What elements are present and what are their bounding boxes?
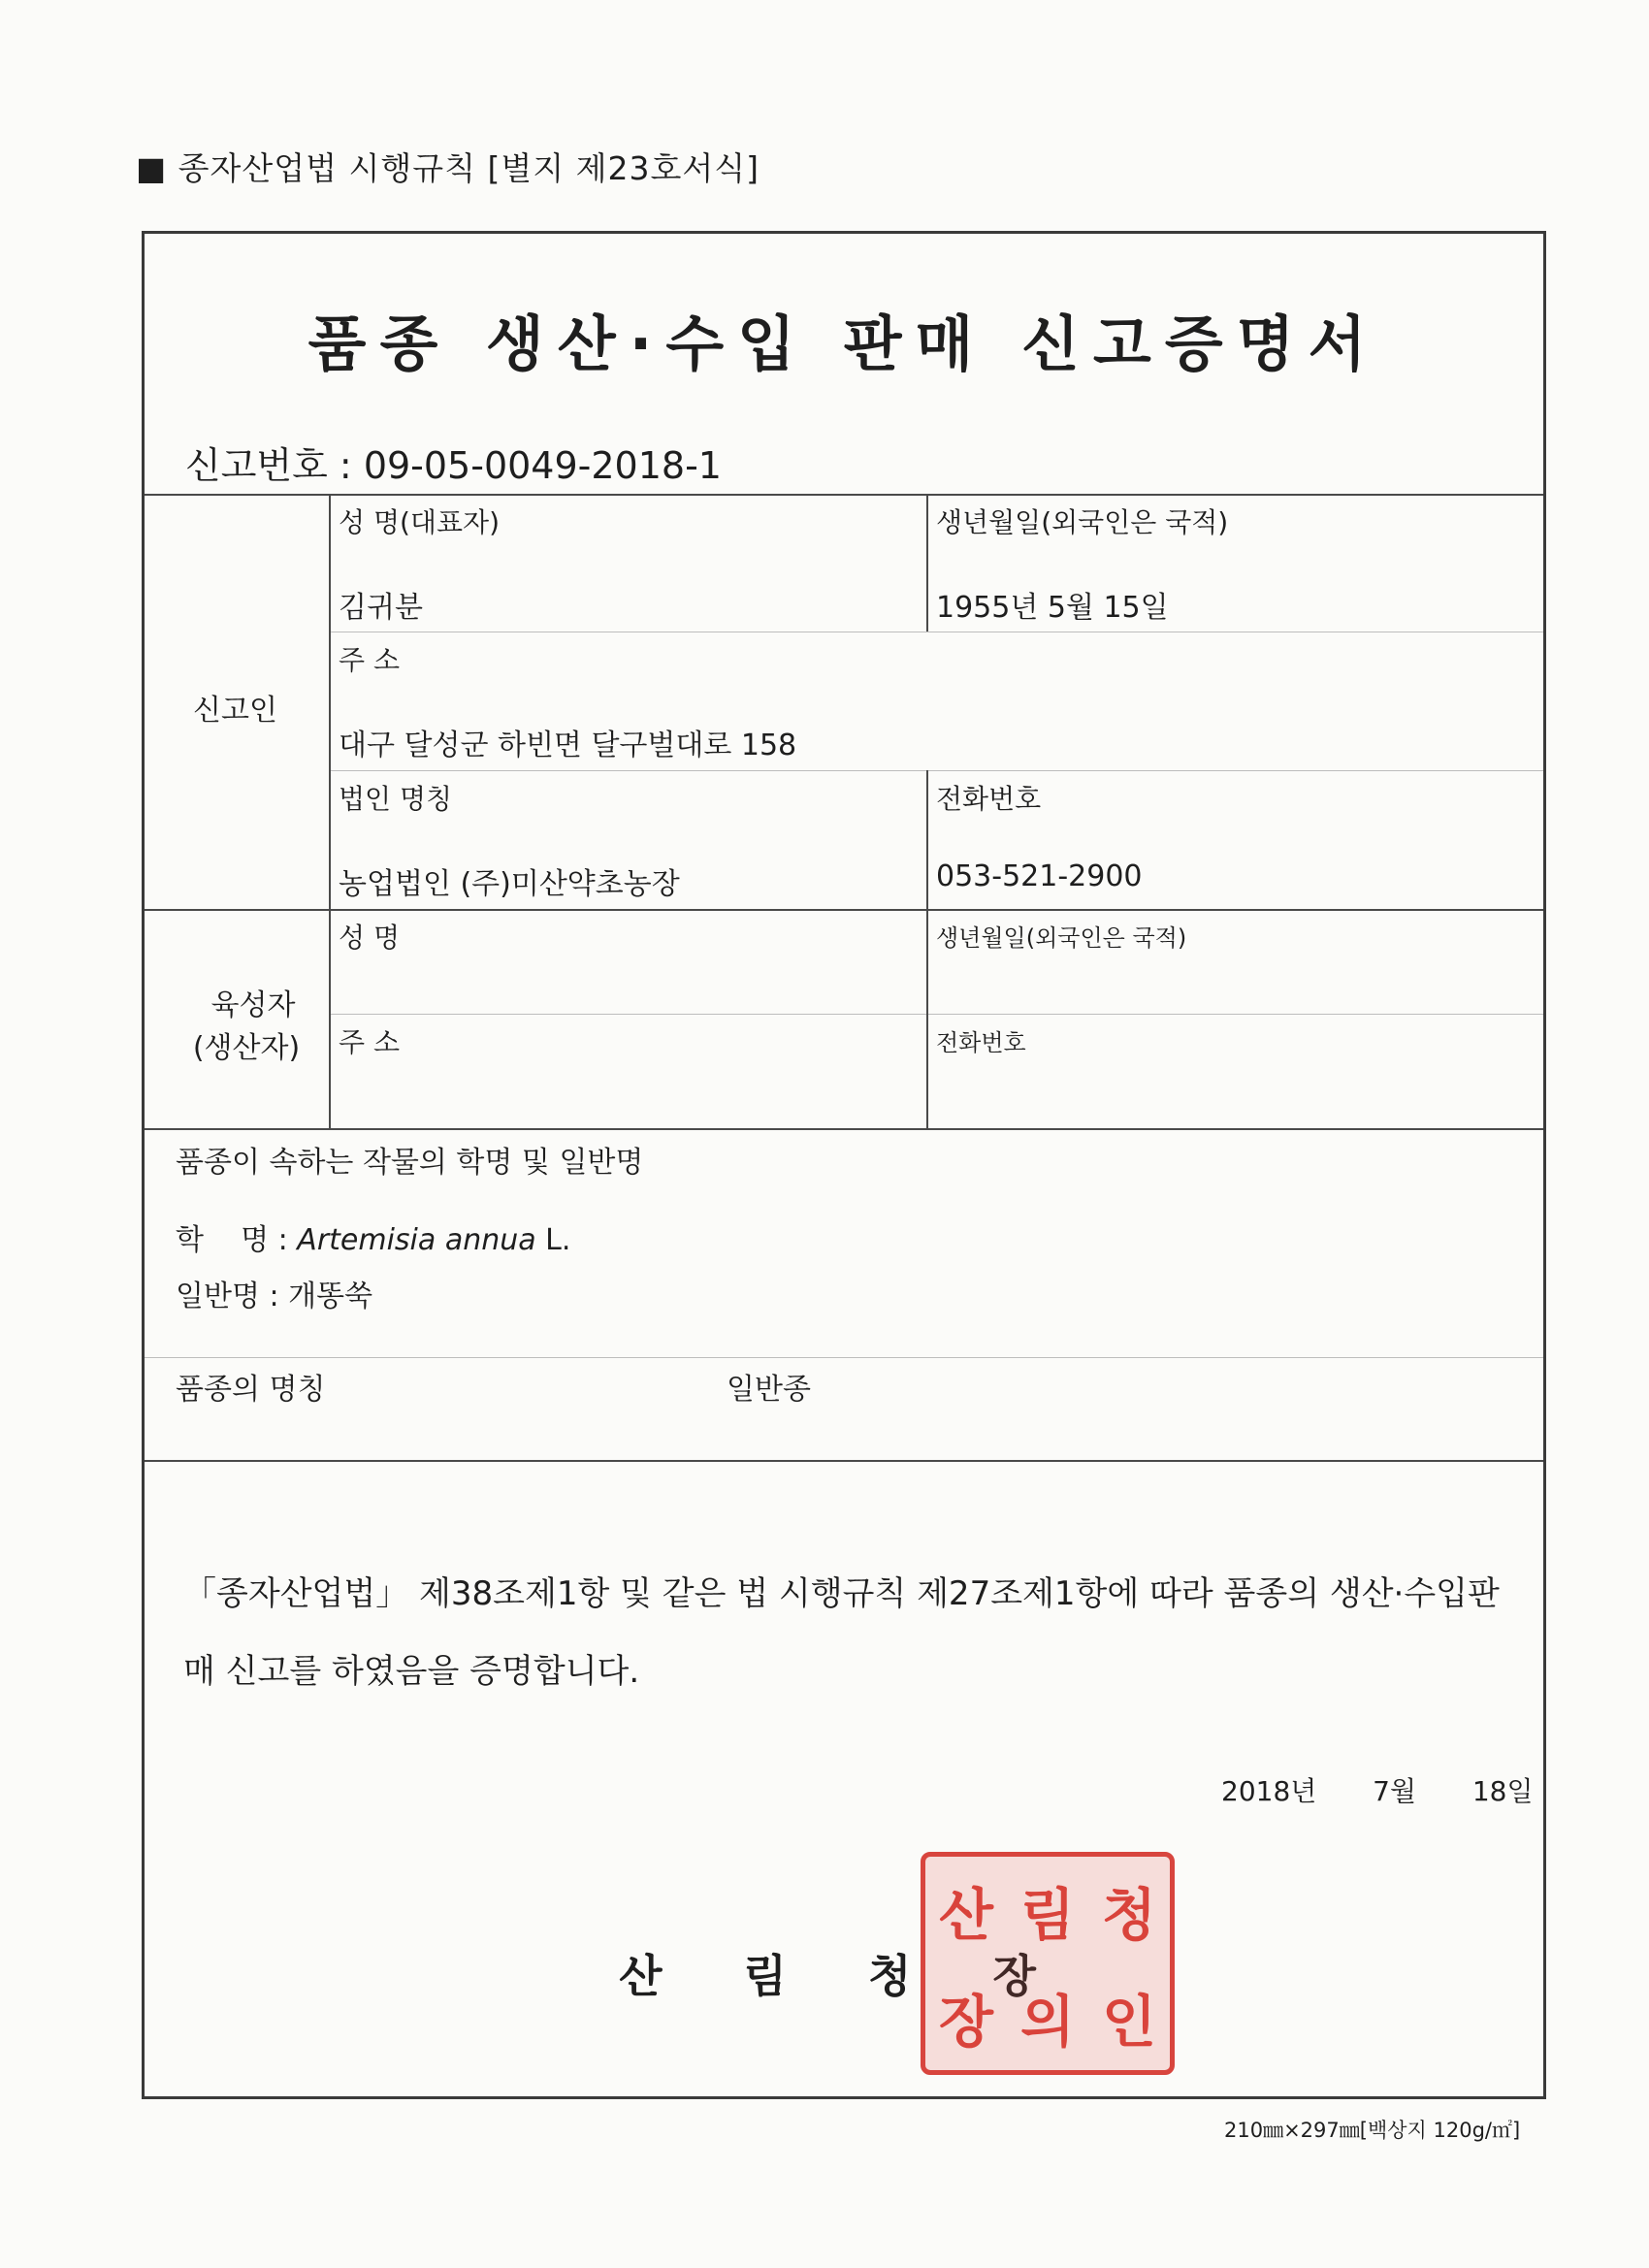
applicant-address-label: 주 소 — [339, 644, 400, 676]
rule-statement-top — [145, 1460, 1543, 1462]
rule-phone-column — [926, 770, 928, 1128]
variety-label: 품종의 명칭 — [176, 1373, 326, 1407]
crop-sci-label: 학 명 : — [176, 1223, 288, 1257]
crop-common-name — [176, 1272, 372, 1314]
issue-day: 18일 — [1471, 1775, 1534, 1807]
paper-spec: 210㎜×297㎜[백상지 120g/㎡] — [1224, 2119, 1521, 2142]
applicant-birth-label: 생년월일(외국인은 국적) — [936, 506, 1229, 538]
rule-top — [145, 494, 1543, 496]
document-title: 품종 생산·수입 판매 신고증명서 — [307, 308, 1380, 379]
issue-date — [1221, 1770, 1534, 1809]
applicant-section-label: 신고인 — [193, 694, 277, 728]
applicant-corp-label: 법인 명칭 — [339, 783, 453, 815]
applicant-address: 대구 달성군 하빈면 달구벌대로 158 — [339, 729, 797, 762]
crop-scientific-name — [176, 1215, 570, 1258]
serial-label: 신고번호 — [185, 444, 328, 487]
breeder-section-label-2: (생산자) — [192, 1031, 301, 1065]
breeder-birth-label: 생년월일(외국인은 국적) — [936, 924, 1187, 952]
seal-char: 청 — [1101, 1882, 1157, 1948]
rule-variety-top — [145, 1357, 1543, 1358]
official-seal-stamp — [921, 1852, 1175, 2075]
applicant-birth: 1955년 5월 15일 — [936, 591, 1169, 625]
certification-statement: 「종자산업법」 제38조제1항 및 같은 법 시행규칙 제27조제1항에 따라 품종의 생산·수입판매 신고를 하였음을 증명합니다. — [183, 1574, 1500, 1691]
applicant-phone: 053-521-2900 — [936, 859, 1143, 893]
seal-char: 의 — [1019, 1989, 1076, 2055]
serial-value: 09-05-0049-2018-1 — [363, 444, 722, 487]
applicant-name-label: 성 명(대표자) — [339, 506, 500, 538]
variety-value: 일반종 — [727, 1373, 811, 1407]
seal-char: 산 — [938, 1882, 994, 1948]
breeder-phone-label: 전화번호 — [936, 1029, 1026, 1056]
rule-breeder-mid — [330, 1014, 1543, 1015]
crop-heading: 품종이 속하는 작물의 학명 및 일반명 — [176, 1146, 644, 1180]
rule-birth-column — [926, 494, 928, 632]
breeder-address-label: 주 소 — [339, 1026, 400, 1058]
crop-sci-name: Artemisia annua — [297, 1223, 536, 1257]
applicant-corp: 농업법인 (주)미산약초농장 — [339, 867, 680, 901]
seal-char: 인 — [1101, 1989, 1157, 2055]
applicant-name: 김귀분 — [339, 591, 423, 625]
breeder-section-label-1: 육성자 — [210, 988, 296, 1022]
applicant-phone-label: 전화번호 — [936, 783, 1042, 815]
serial-number: 신고번호 : 09-05-0049-2018-1 — [185, 444, 722, 487]
breeder-section-label — [192, 981, 311, 1066]
rule-label-column — [329, 494, 331, 1128]
crop-common-label: 일반명 : — [176, 1280, 279, 1313]
crop-sci-suffix: L. — [545, 1223, 571, 1257]
form-header: ■ 종자산업법 시행규칙 [별지 제23호서식] — [136, 149, 760, 187]
seal-char: 림 — [1019, 1882, 1076, 1948]
seal-char: 장 — [938, 1989, 994, 2055]
issue-month: 7월 — [1373, 1775, 1416, 1807]
issuer-name: 산 림 청 장 — [619, 1950, 1069, 2002]
rule-applicant-2 — [330, 770, 1543, 771]
rule-crop-top — [145, 1128, 1543, 1130]
breeder-name-label: 성 명 — [339, 922, 400, 954]
rule-breeder-top — [145, 909, 1543, 911]
crop-common-value: 개똥쑥 — [288, 1280, 373, 1313]
issue-year: 2018년 — [1221, 1775, 1317, 1807]
certificate-frame — [142, 231, 1546, 2099]
